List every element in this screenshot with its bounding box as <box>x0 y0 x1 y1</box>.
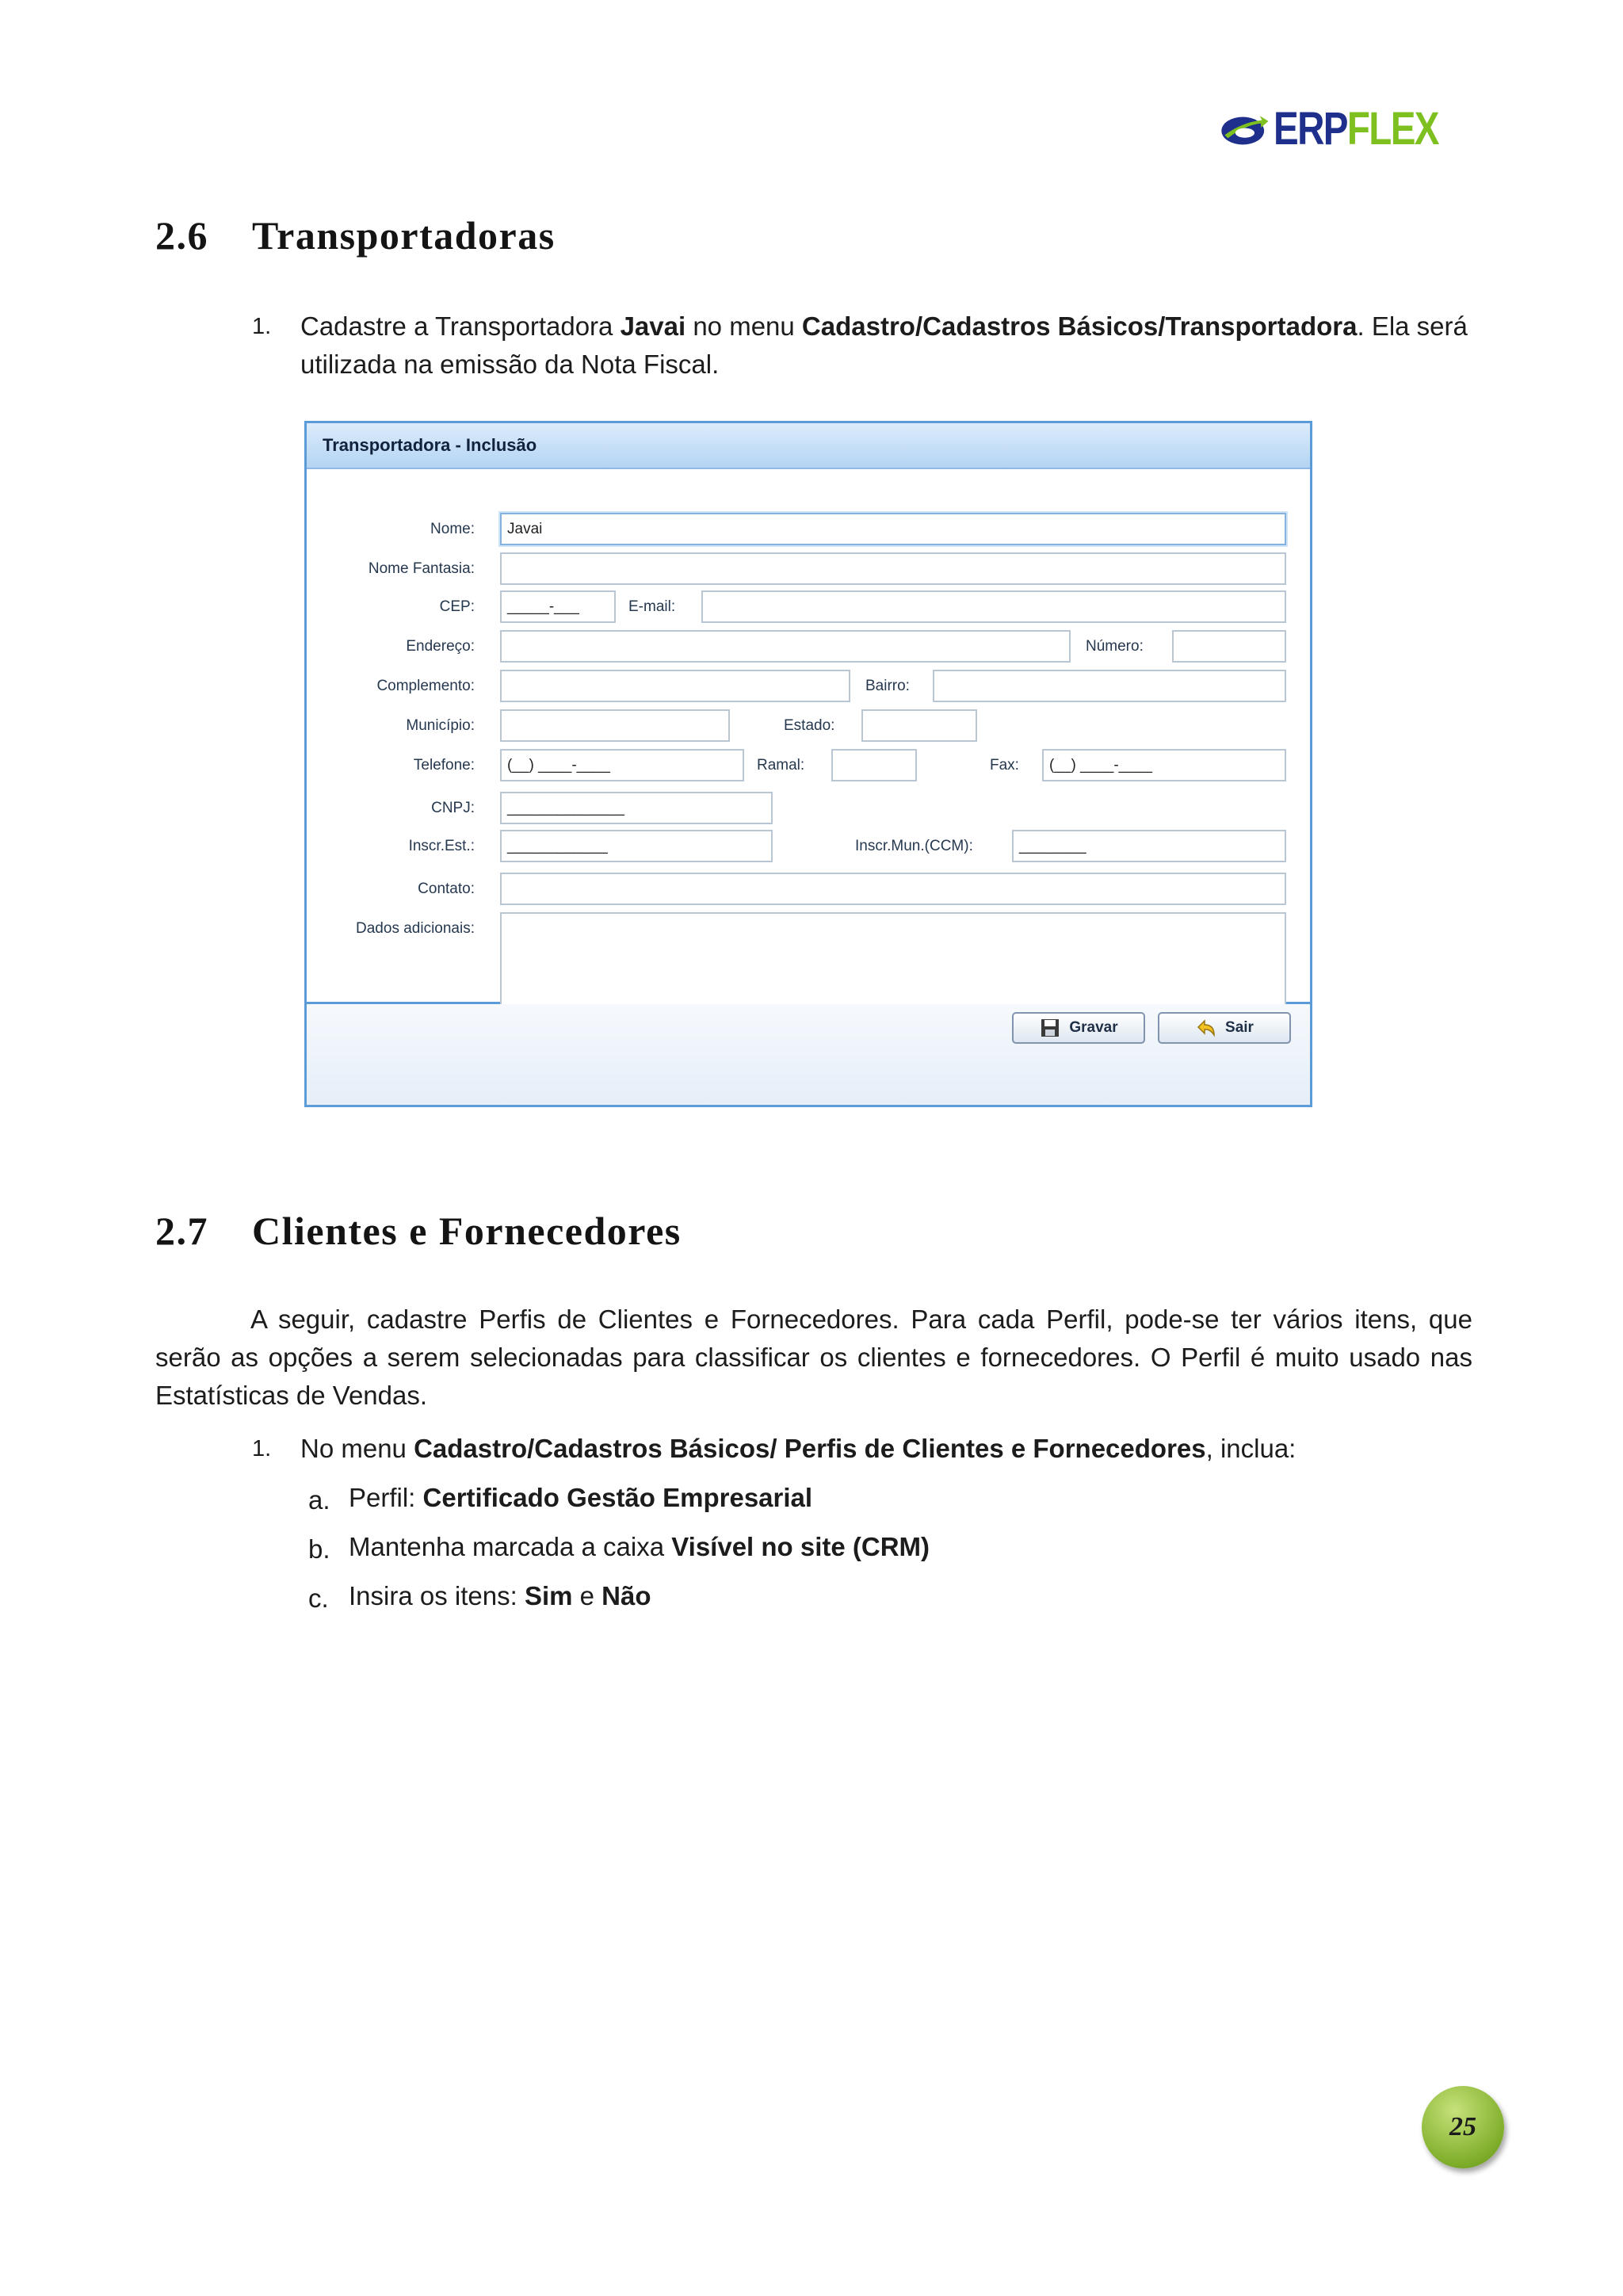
bold-text-segment: Sim <box>524 1581 573 1610</box>
email-field[interactable] <box>701 590 1286 623</box>
sair-button[interactable] <box>1158 1012 1291 1044</box>
list-number: 1. <box>252 314 272 339</box>
subitem-a-text <box>349 1479 812 1517</box>
gravar-label: Gravar <box>1069 1019 1118 1036</box>
section-title: Clientes e Fornecedores <box>252 1209 682 1253</box>
text-segment: No menu <box>300 1434 414 1463</box>
page-number-badge: 25 <box>1422 2086 1504 2168</box>
nome-fantasia-label: Nome Fantasia: <box>368 560 475 577</box>
telefone-field[interactable]: (__) ____-____ <box>500 749 744 781</box>
endereco-label: Endereço: <box>406 638 475 655</box>
inscr-est-label: Inscr.Est.: <box>408 838 475 854</box>
subitem-letter-b: b. <box>308 1534 330 1564</box>
bold-text-segment: Cadastro/Cadastros Básicos/ Perfis de Clientes e Fornecedores <box>414 1434 1206 1463</box>
text-segment: Insira os itens: <box>349 1581 525 1610</box>
fax-label: Fax: <box>990 757 1019 774</box>
section-heading-2-6 <box>155 212 556 258</box>
municipio-label: Município: <box>406 717 475 734</box>
complemento-label: Complemento: <box>376 678 475 694</box>
paragraph-line-3: Estatísticas de Vendas. <box>155 1381 428 1410</box>
save-icon <box>1039 1018 1061 1038</box>
bold-text-segment: Javai <box>620 311 686 341</box>
section-number: 2.6 <box>155 213 208 258</box>
dados-adicionais-label: Dados adicionais: <box>356 920 475 937</box>
sair-label: Sair <box>1225 1019 1254 1036</box>
nome-label: Nome: <box>430 521 475 537</box>
text-segment: . Ela será <box>1357 311 1468 341</box>
complemento-field[interactable] <box>500 670 850 702</box>
transportadora-form-window <box>304 421 1312 1107</box>
gravar-button[interactable] <box>1012 1012 1145 1044</box>
section-title: Transportadoras <box>252 213 556 258</box>
subitem-letter-c: c. <box>308 1584 329 1613</box>
nome-fantasia-field[interactable] <box>500 552 1286 585</box>
telefone-label: Telefone: <box>413 757 475 774</box>
inscr-mun-label: Inscr.Mun.(CCM): <box>855 838 973 854</box>
exit-arrow-icon <box>1195 1018 1217 1038</box>
paragraph-line-2: serão as opções a serem selecionadas para classificar os clientes e fornecedores. O Perfil é muito usado nas <box>155 1343 1472 1372</box>
estado-label: Estado: <box>784 717 835 734</box>
instruction-line-1 <box>300 308 1489 346</box>
bold-text-segment: Certificado Gestão Empresarial <box>422 1483 813 1512</box>
text-segment: e <box>572 1581 602 1610</box>
fax-field[interactable]: (__) ____-____ <box>1042 749 1286 781</box>
text-segment: no menu <box>685 311 802 341</box>
text-segment: Cadastre a Transportadora <box>300 311 621 341</box>
subitem-b-text <box>349 1528 930 1566</box>
cnpj-label: CNPJ: <box>431 800 475 816</box>
municipio-field[interactable] <box>500 709 730 742</box>
bold-text-segment: Não <box>601 1581 651 1610</box>
subitem-letter-a: a. <box>308 1485 330 1515</box>
inscr-mun-field[interactable]: ________ <box>1012 830 1286 862</box>
numero-label: Número: <box>1086 638 1144 655</box>
ramal-label: Ramal: <box>757 757 805 774</box>
menu-instruction <box>300 1430 1489 1468</box>
inscr-est-field[interactable]: ____________ <box>500 830 773 862</box>
window-title: Transportadora - Inclusão <box>307 423 1310 469</box>
logo-swoosh-icon <box>1220 103 1269 155</box>
bairro-label: Bairro: <box>865 678 910 694</box>
logo-wordmark <box>1273 103 1438 155</box>
estado-field[interactable] <box>861 709 977 742</box>
section-heading-2-7 <box>155 1208 682 1254</box>
nome-field[interactable]: Javai <box>500 513 1286 545</box>
text-segment: Mantenha marcada a caixa <box>349 1532 672 1561</box>
form-body <box>307 472 1310 1004</box>
text-segment: Perfil: <box>349 1483 423 1512</box>
contato-label: Contato: <box>418 881 475 897</box>
email-label: E-mail: <box>628 598 676 615</box>
subitem-c-text <box>349 1577 651 1615</box>
contato-field[interactable] <box>500 873 1286 905</box>
paragraph-line-1: A seguir, cadastre Perfis de Clientes e Fornecedores. Para cada Perfil, pode-se ter vários itens, que <box>250 1305 1472 1334</box>
numero-field[interactable] <box>1172 630 1286 663</box>
instruction-line-2: utilizada na emissão da Nota Fiscal. <box>300 350 720 379</box>
bold-text-segment: Visível no site (CRM) <box>671 1532 930 1561</box>
cep-label: CEP: <box>439 598 475 615</box>
bold-text-segment: Cadastro/Cadastros Básicos/Transportadora <box>801 311 1358 341</box>
bairro-field[interactable] <box>933 670 1286 702</box>
ramal-field[interactable] <box>831 749 917 781</box>
logo-erp-text: ERP <box>1273 103 1347 155</box>
logo-flex-text: FLEX <box>1346 103 1438 155</box>
form-footer <box>307 1004 1310 1105</box>
cnpj-field[interactable]: ______________ <box>500 792 773 824</box>
list-number: 1. <box>252 1436 272 1461</box>
cep-field[interactable]: _____-___ <box>500 590 616 623</box>
section-number: 2.7 <box>155 1209 208 1253</box>
endereco-field[interactable] <box>500 630 1071 663</box>
text-segment: , inclua: <box>1205 1434 1296 1463</box>
erpflex-logo <box>1220 101 1474 157</box>
